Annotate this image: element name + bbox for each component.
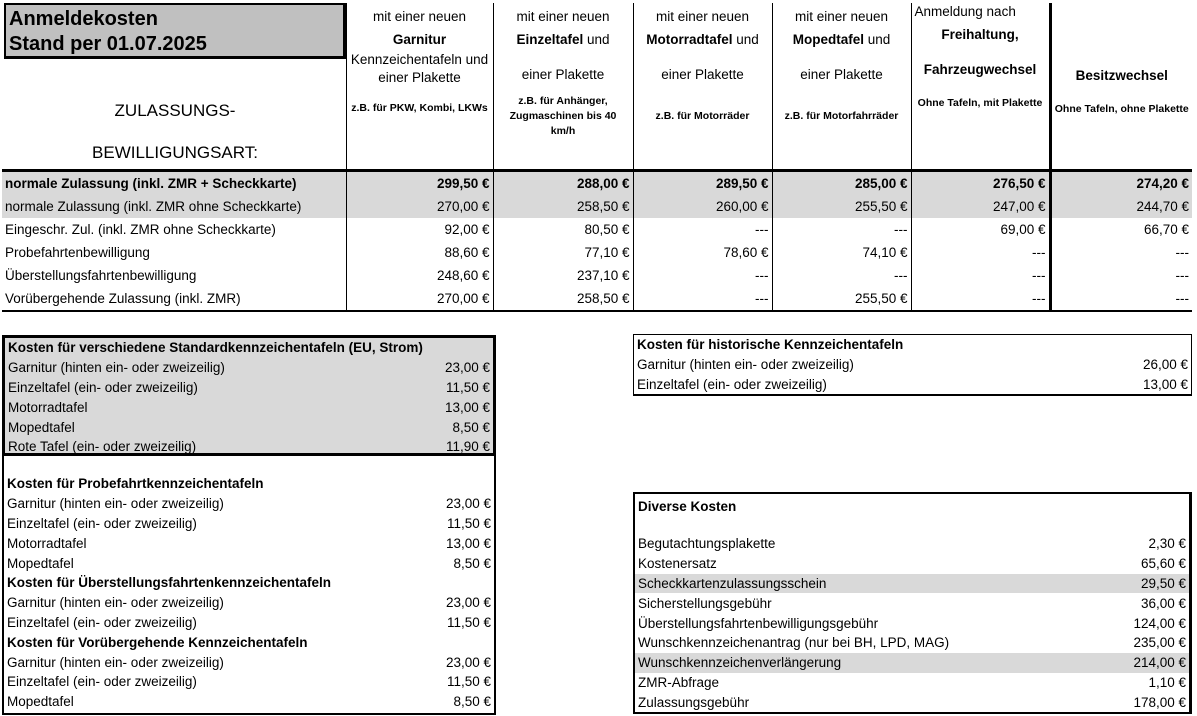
item-label: ZMR-Abfrage [638, 674, 720, 690]
diverse-costs-box [633, 492, 1192, 714]
column-header-line-2: Garnitur [392, 32, 447, 47]
item-label: Garnitur (hinten ein- oder zweizeilig) [637, 357, 854, 373]
item-value: 8,50 € [453, 694, 492, 710]
column-header [772, 3, 911, 170]
row-value: --- [911, 241, 1050, 264]
row-value: 88,60 € [346, 241, 493, 264]
row-value: --- [772, 218, 911, 241]
list-item [4, 514, 494, 534]
item-label: Rote Tafel (ein- oder zweizeilig) [8, 439, 197, 455]
header-row [2, 3, 1192, 170]
main-fee-table [2, 3, 1192, 312]
item-label: Einzeltafel (ein- oder zweizeilig) [7, 674, 197, 690]
column-header [493, 3, 633, 170]
list-item [5, 437, 493, 457]
item-value: 23,00 € [444, 360, 490, 376]
item-label: Einzeltafel (ein- oder zweizeilig) [7, 614, 197, 630]
row-value: --- [1050, 264, 1192, 287]
list-item [5, 378, 493, 398]
item-value: 11,50 € [446, 674, 492, 690]
diverse-title: Diverse Kosten [638, 498, 737, 514]
standard-plates-title: Kosten für verschiedene Standardkennzeichentafeln (EU, Strom) [8, 340, 423, 356]
item-value: 26,00 € [1142, 357, 1189, 373]
row-value: 92,00 € [346, 218, 493, 241]
item-label: Begutachtungsplakette [638, 536, 776, 552]
row-value: 258,50 € [493, 195, 633, 218]
row-value: 255,50 € [772, 195, 911, 218]
column-header-bold: Einzeltafel [516, 32, 584, 47]
title-line-2: Stand per 01.07.2025 [9, 33, 207, 55]
list-item [635, 673, 1189, 693]
row-label: normale Zulassung (inkl. ZMR ohne Scheckkarte) [2, 195, 346, 218]
table-row [2, 170, 1192, 195]
row-value: --- [633, 287, 772, 311]
item-label: Wunschkennzeichenverlängerung [635, 653, 1092, 673]
voruebergehend-title: Kosten für Vorübergehende Kennzeichentafeln [7, 634, 308, 650]
row-value: 244,70 € [1050, 195, 1192, 218]
table-row [2, 241, 1192, 264]
list-item [635, 613, 1189, 633]
list-item [4, 494, 494, 514]
row-value: 78,60 € [633, 241, 772, 264]
item-label: Garnitur (hinten ein- oder zweizeilig) [7, 496, 224, 512]
column-header-line-3: Fahrzeugwechsel [923, 62, 1037, 77]
item-label: Wunschkennzeichenantrag (nur bei BH, LPD, MAG) [638, 635, 950, 651]
column-header-note: z.B. für PKW, Kombi, LKWs [351, 102, 488, 114]
table-row [2, 264, 1192, 287]
item-label: Einzeltafel (ein- oder zweizeilig) [7, 515, 197, 531]
spacer-row [635, 518, 1189, 534]
column-header-bold: Motorradtafel [646, 32, 733, 47]
list-item [4, 672, 494, 692]
row-value: 270,00 € [346, 195, 493, 218]
type-label-line-1: ZULASSUNGS- [114, 101, 236, 120]
table-row [2, 218, 1192, 241]
column-header [346, 3, 493, 170]
row-label: Eingeschr. Zul. (inkl. ZMR ohne Scheckkarte) [5, 221, 276, 237]
list-item [4, 533, 494, 553]
item-value: 235,00 € [1133, 635, 1187, 651]
row-value: 270,00 € [346, 287, 493, 311]
table-row [2, 287, 1192, 311]
column-header-line-3: Kennzeichentafeln und einer Plakette [350, 52, 489, 85]
item-value: 13,00 € [1142, 376, 1189, 392]
item-value: 214,00 € [1092, 653, 1189, 673]
table-row [2, 195, 1192, 218]
row-value: --- [633, 218, 772, 241]
row-value: 299,50 € [346, 170, 493, 195]
column-header-line-2 [497, 28, 630, 51]
row-value: --- [1050, 241, 1192, 264]
list-item [635, 692, 1189, 712]
item-value: 11,90 € [445, 439, 490, 455]
list-item [5, 358, 493, 378]
list-item [4, 692, 494, 712]
row-value: 276,50 € [911, 170, 1050, 195]
list-item [635, 574, 1189, 594]
column-header-rest: und [732, 32, 759, 47]
list-item [5, 397, 493, 417]
title-line-1: Anmeldekosten [9, 8, 158, 30]
item-value: 23,00 € [445, 595, 492, 611]
standard-plates-box [2, 335, 496, 456]
item-value: 8,50 € [453, 555, 492, 571]
row-value: 69,00 € [911, 218, 1050, 241]
column-header-line-1: mit einer neuen [372, 9, 467, 24]
item-value: 29,50 € [1092, 574, 1189, 594]
item-value: 178,00 € [1133, 694, 1187, 710]
row-label: Vorübergehende Zulassung (inkl. ZMR) [5, 290, 241, 306]
column-header-line-1: mit einer neuen [516, 9, 610, 24]
column-header-bold: Mopedtafel [792, 32, 864, 47]
item-value: 11,50 € [446, 614, 492, 630]
column-header-note: z.B. für Motorräder [655, 110, 750, 122]
list-item [635, 593, 1189, 613]
column-header-line-3: einer Plakette [800, 67, 883, 82]
row-value: --- [633, 264, 772, 287]
item-value: 13,00 € [445, 535, 492, 551]
item-value: 1,10 € [1148, 674, 1187, 690]
item-value: 11,50 € [446, 515, 492, 531]
item-value: 8,50 € [452, 419, 490, 435]
row-value: 288,00 € [493, 170, 633, 195]
column-header-note: z.B. für Motorfahrräder [784, 110, 899, 122]
row-label: normale Zulassung (inkl. ZMR + Scheckkarte) [2, 170, 346, 195]
historic-title: Kosten für historische Kennzeichentafeln [637, 337, 904, 353]
row-value: 237,10 € [493, 264, 633, 287]
row-label: Überstellungsfahrtenbewilligung [5, 267, 197, 283]
item-label: Kostenersatz [638, 556, 717, 572]
diverse-costs-table [635, 494, 1189, 712]
row-value: 258,50 € [493, 287, 633, 311]
column-header-note: Ohne Tafeln, mit Plakette [917, 97, 1043, 109]
special-plates-box [2, 456, 496, 715]
item-label: Garnitur (hinten ein- oder zweizeilig) [7, 654, 224, 670]
column-header-line-1: Anmeldung nach [914, 4, 1016, 19]
column-header-line-2 [776, 28, 908, 51]
row-value: --- [772, 264, 911, 287]
list-item [5, 417, 493, 437]
row-value: --- [1050, 287, 1192, 311]
item-value: 2,30 € [1148, 536, 1187, 552]
item-label: Überstellungsfahrtenbewilligungsgebühr [638, 615, 879, 631]
column-header-rest: und [863, 32, 891, 47]
row-value: 66,70 € [1050, 218, 1192, 241]
item-value: 11,50 € [445, 379, 490, 395]
column-header-rest: und [583, 32, 610, 47]
ueberstellung-title: Kosten für Überstellungsfahrtenkennzeichentafeln [7, 575, 332, 591]
row-value: --- [911, 287, 1050, 311]
item-label: Mopedtafel [7, 555, 74, 571]
row-label: Probefahrtenbewilligung [5, 244, 150, 260]
list-item [634, 375, 1191, 395]
item-label: Motorradtafel [7, 535, 87, 551]
column-header-line-3: einer Plakette [521, 67, 605, 82]
item-label: Sicherstellungsgebühr [638, 595, 772, 611]
item-label: Zulassungsgebühr [638, 694, 750, 710]
historic-plates-table [634, 335, 1191, 394]
row-value: 248,60 € [346, 264, 493, 287]
item-label: Garnitur (hinten ein- oder zweizeilig) [7, 595, 224, 611]
item-label: Mopedtafel [8, 419, 75, 435]
standard-plates-table [5, 338, 493, 457]
item-value: 36,00 € [1140, 595, 1187, 611]
item-value: 65,60 € [1140, 556, 1187, 572]
item-value: 23,00 € [445, 496, 492, 512]
list-item [635, 554, 1189, 574]
column-header-note: z.B. für Anhänger, Zugmaschinen bis 40 km/h [509, 95, 617, 137]
column-header-line-3: einer Plakette [661, 67, 744, 82]
list-item [634, 355, 1191, 375]
row-value: 274,20 € [1050, 170, 1192, 195]
list-item [635, 534, 1189, 554]
column-header-line-2: Freihaltung, [941, 27, 1019, 42]
column-header-line-1: mit einer neuen [655, 9, 750, 24]
list-item [4, 553, 494, 573]
item-label: Motorradtafel [8, 399, 88, 415]
item-value: 23,00 € [445, 654, 492, 670]
item-label: Einzeltafel (ein- oder zweizeilig) [8, 379, 198, 395]
item-label: Garnitur (hinten ein- oder zweizeilig) [8, 360, 225, 376]
column-header-note: Ohne Tafeln, ohne Plakette [1054, 103, 1189, 115]
type-label-line-2: BEWILLIGUNGSART: [92, 143, 258, 162]
list-item [4, 593, 494, 613]
column-header-line-3: Besitzwechsel [1075, 68, 1168, 83]
column-header [1050, 3, 1192, 170]
item-label: Mopedtafel [7, 694, 74, 710]
probe-title: Kosten für Probefahrtkennzeichentafeln [7, 476, 264, 492]
column-header [911, 3, 1050, 170]
row-value: 255,50 € [772, 287, 911, 311]
row-value: 260,00 € [633, 195, 772, 218]
row-value: 77,10 € [493, 241, 633, 264]
item-label: Scheckkartenzulassungsschein [635, 574, 1092, 594]
column-header-line-1: mit einer neuen [794, 9, 889, 24]
row-value: 74,10 € [772, 241, 911, 264]
historic-plates-box [633, 334, 1192, 396]
row-value: 80,50 € [493, 218, 633, 241]
list-item [4, 613, 494, 633]
row-value: --- [911, 264, 1050, 287]
list-item [635, 653, 1189, 673]
list-item [635, 633, 1189, 653]
header-label-cell [2, 3, 346, 170]
item-label: Einzeltafel (ein- oder zweizeilig) [637, 376, 827, 392]
row-value: 285,00 € [772, 170, 911, 195]
column-header-line-2 [637, 28, 769, 51]
column-header [633, 3, 772, 170]
row-value: 247,00 € [911, 195, 1050, 218]
item-value: 13,00 € [444, 399, 490, 415]
special-plates-table [4, 474, 494, 712]
row-value: 289,50 € [633, 170, 772, 195]
list-item [4, 652, 494, 672]
item-value: 124,00 € [1133, 615, 1187, 631]
